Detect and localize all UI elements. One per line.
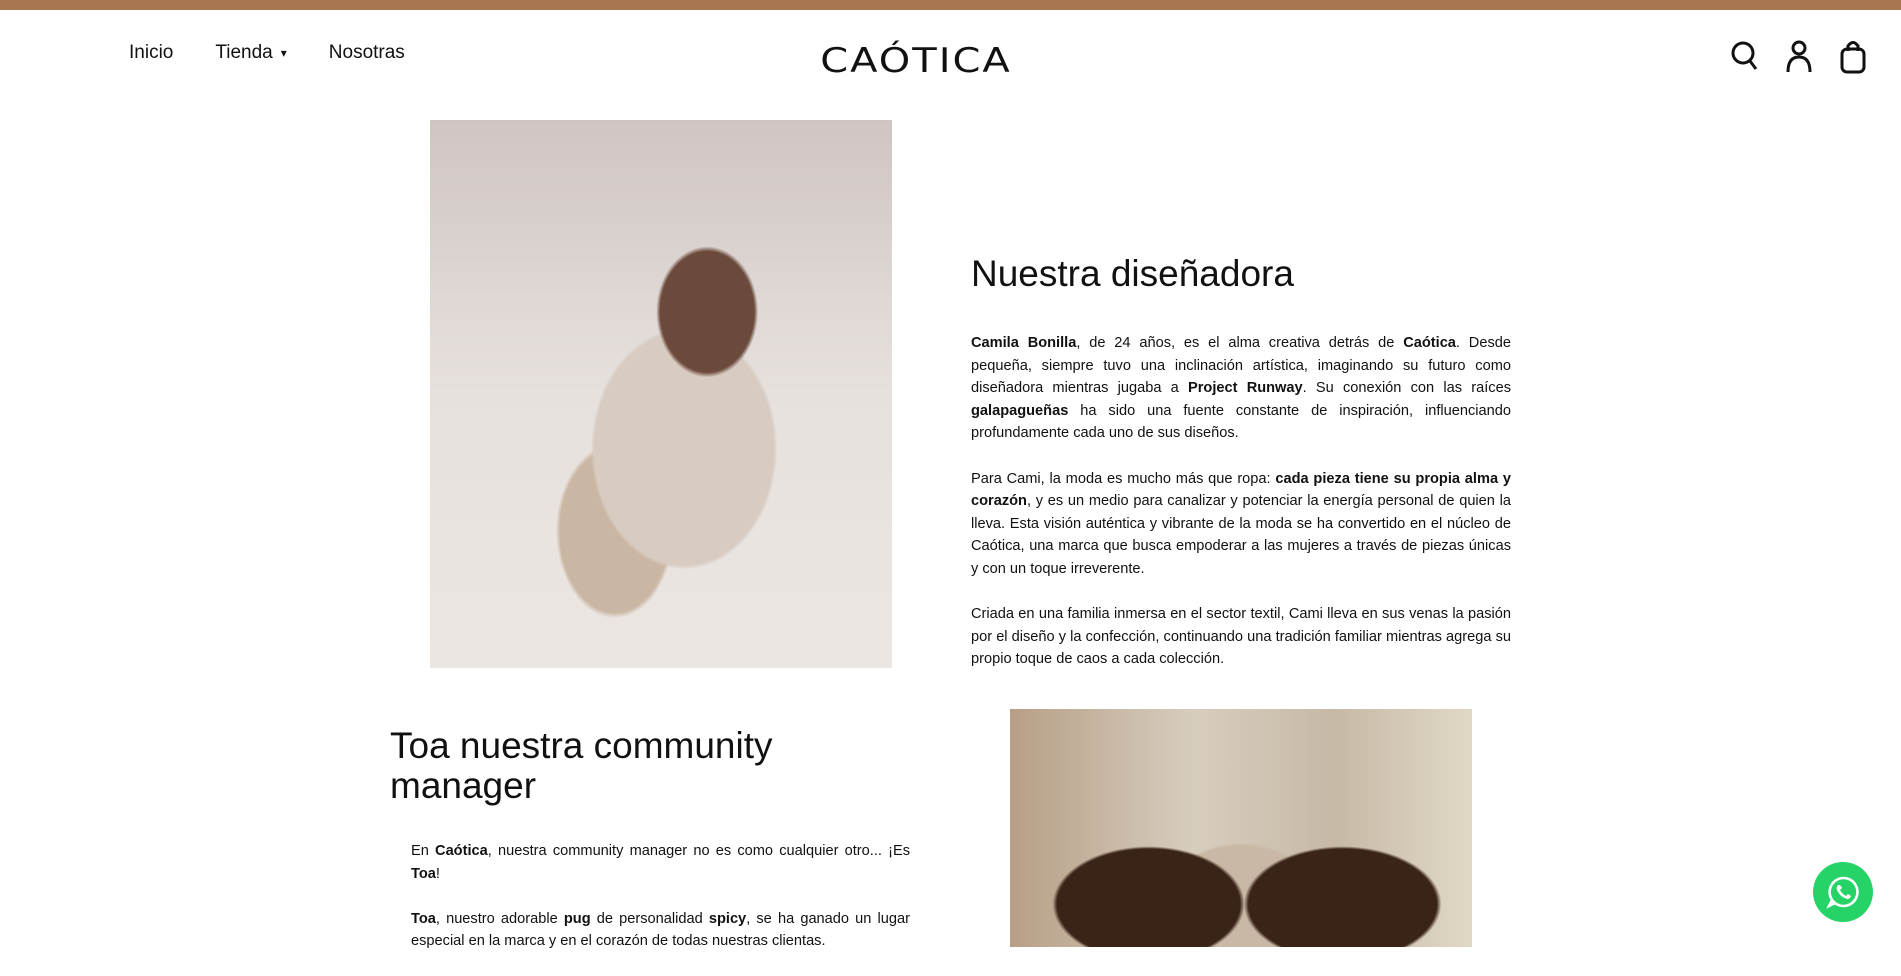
bold-text: Caótica bbox=[1403, 335, 1456, 351]
designer-title: Nuestra diseñadora bbox=[971, 253, 1294, 294]
bold-text: Caótica bbox=[435, 843, 488, 859]
bold-text: Camila Bonilla bbox=[971, 335, 1077, 351]
bold-text: pug bbox=[563, 910, 591, 927]
designer-text bbox=[971, 332, 1511, 694]
nav-tienda-label: Tienda bbox=[215, 42, 273, 63]
text: . Desde pequeña, siempre tuvo una inclinación artística, imaginando su futuro como diseñadora mientras jugaba a bbox=[971, 335, 1511, 397]
bold-text: Toa bbox=[411, 865, 436, 882]
bold-text: spicy bbox=[708, 910, 747, 927]
paragraph bbox=[971, 332, 1511, 445]
pug-photo bbox=[1010, 709, 1472, 947]
chevron-down-icon: ▾ bbox=[280, 45, 287, 60]
top-accent-bar bbox=[0, 0, 1901, 10]
whatsapp-icon bbox=[1826, 875, 1860, 909]
paragraph bbox=[411, 840, 910, 885]
bold-text: Toa bbox=[411, 910, 436, 927]
designer-photo bbox=[430, 120, 892, 668]
bold-text: cada pieza tiene su propia alma y corazón bbox=[971, 470, 1511, 510]
whatsapp-button[interactable] bbox=[1813, 862, 1873, 922]
header-icons bbox=[1729, 38, 1869, 74]
paragraph bbox=[971, 468, 1511, 581]
user-icon[interactable] bbox=[1783, 38, 1815, 74]
paragraph bbox=[971, 603, 1511, 671]
text: ! bbox=[435, 865, 440, 882]
bold-text: galapagueñas bbox=[971, 402, 1069, 419]
logo[interactable]: CAÓTICA bbox=[820, 41, 1012, 81]
nav-tienda[interactable] bbox=[215, 42, 286, 64]
text: , se ha ganado un lugar especial en la marca y en el corazón de todas nuestras clientas. bbox=[411, 910, 911, 950]
text: . Su conexión con las raíces bbox=[1302, 380, 1511, 397]
main-nav bbox=[129, 42, 405, 64]
text: , de 24 años, es el alma creativa detrás de bbox=[1076, 335, 1404, 351]
search-icon[interactable] bbox=[1729, 38, 1761, 74]
text: En bbox=[411, 843, 436, 859]
community-title: Toa nuestra community manager bbox=[390, 725, 773, 806]
community-text bbox=[411, 840, 910, 976]
bold-text: Project Runway bbox=[1188, 380, 1303, 397]
bag-icon[interactable] bbox=[1837, 38, 1869, 74]
text: de personalidad bbox=[590, 910, 709, 927]
text: Criada en una familia inmersa en el sector textil, Cami lleva en sus venas la pasión por el diseño y la confección, continuando una tradición familiar mientras agrega su propio toque de caos a cada colección. bbox=[971, 606, 1511, 668]
text: , nuestro adorable bbox=[435, 910, 564, 927]
nav-inicio[interactable]: Inicio bbox=[129, 42, 174, 63]
text: ha sido una fuente constante de inspiración, influenciando profundamente cada uno de sus diseños. bbox=[971, 402, 1511, 442]
text: Para Cami, la moda es mucho más que ropa: bbox=[971, 470, 1276, 487]
text: , y es un medio para canalizar y potenciar la energía personal de quien la lleva. Esta visión auténtica y vibrante de la moda se ha convertido en el núcleo de Caótica, una marca que busca empoderar a las mujeres a través de piezas únicas y con un toque irreverente. bbox=[971, 493, 1511, 577]
paragraph bbox=[411, 908, 910, 953]
text: , nuestra community manager no es como cualquier otro... ¡Es bbox=[487, 843, 910, 859]
nav-nosotras[interactable]: Nosotras bbox=[328, 42, 405, 63]
